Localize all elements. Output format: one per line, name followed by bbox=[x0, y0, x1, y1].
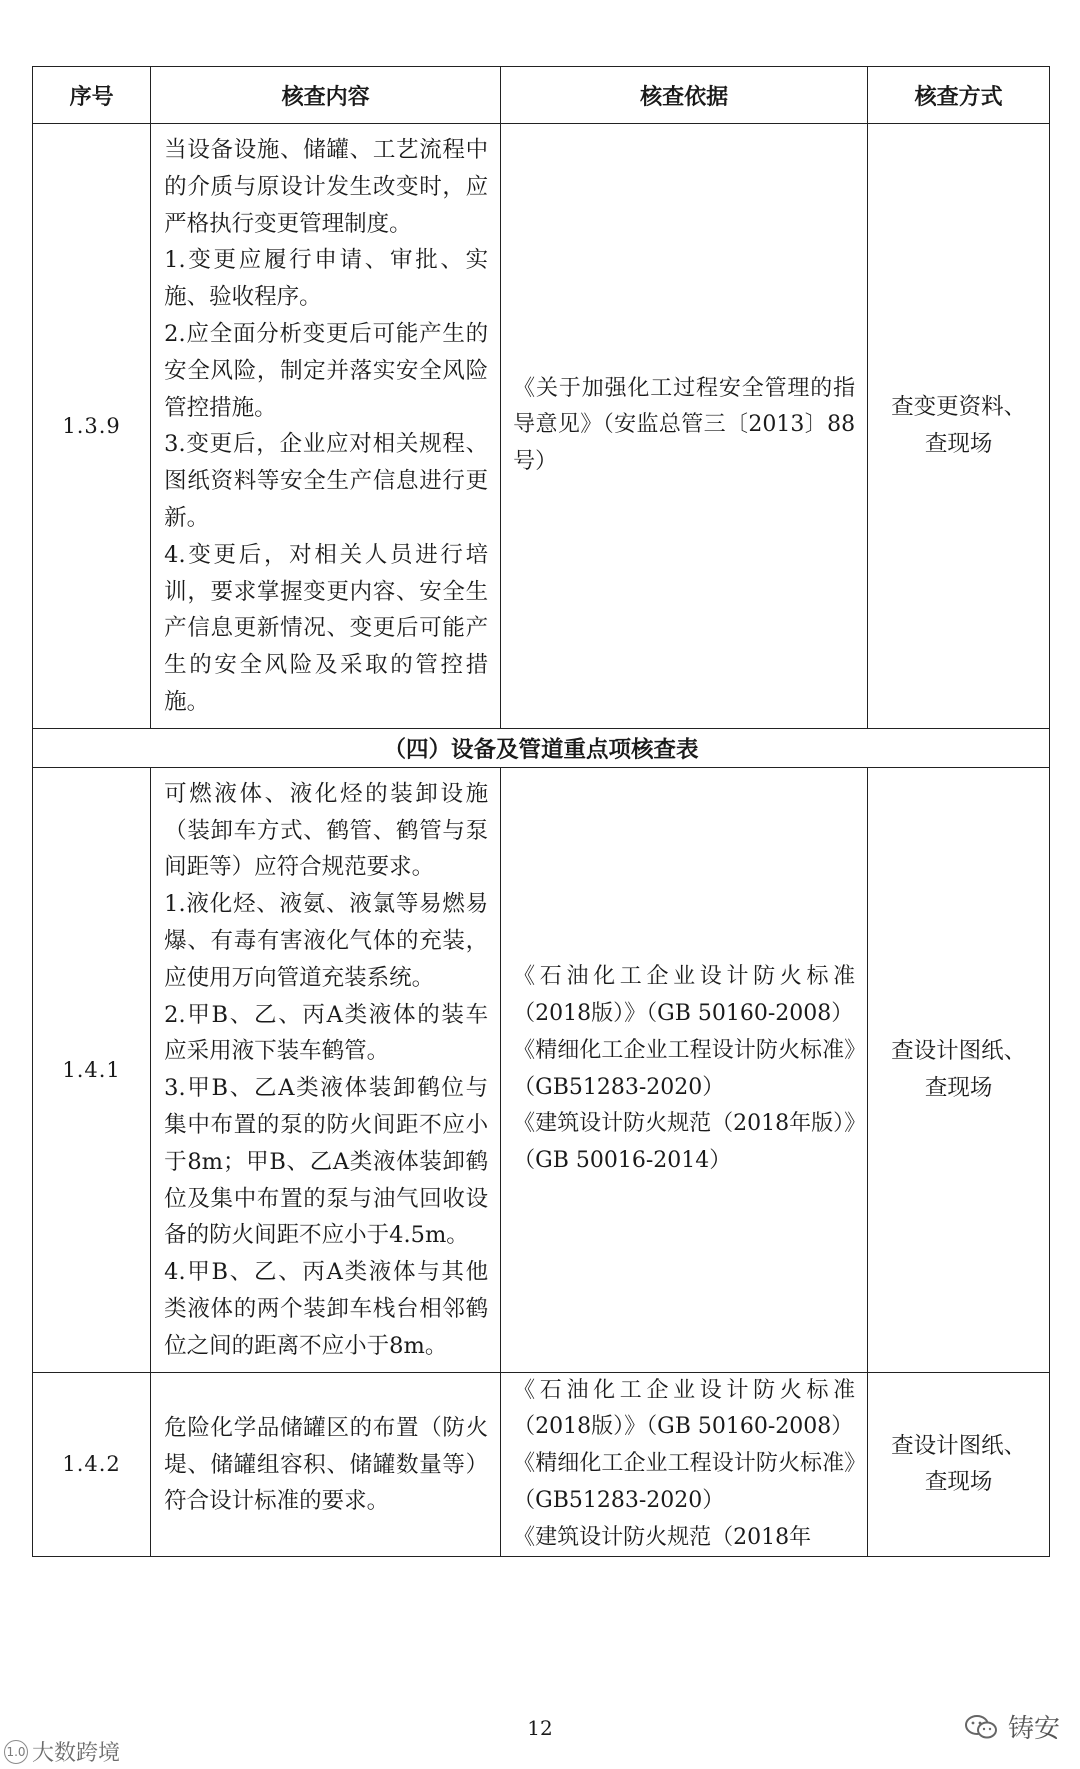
method-line: 查设计图纸、 bbox=[891, 1432, 1027, 1459]
row-number: 1.4.1 bbox=[33, 767, 151, 1372]
header-method: 核查方式 bbox=[868, 67, 1050, 124]
basis-line: 《精细化工企业工程设计防火标准》（GB51283-2020） bbox=[513, 1451, 856, 1513]
check-content bbox=[151, 124, 501, 729]
row-number: 1.3.9 bbox=[33, 124, 151, 729]
inspection-table-wrapper bbox=[32, 66, 1050, 1557]
row-number: 1.4.2 bbox=[33, 1372, 151, 1557]
check-method bbox=[868, 767, 1050, 1372]
check-basis bbox=[501, 124, 868, 729]
header-content: 核查内容 bbox=[151, 67, 501, 124]
check-method bbox=[868, 1372, 1050, 1557]
basis-line: 《建筑设计防火规范（2018年 bbox=[513, 1524, 812, 1550]
basis-line: 《建筑设计防火规范（2018年版）》（GB 50016-2014） bbox=[513, 1111, 856, 1174]
check-basis bbox=[501, 1372, 868, 1557]
content-line: 1.液化烃、液氨、液氯等易燃易爆、有毒有害液化气体的充装，应使用万向管道充装系统。 bbox=[164, 891, 489, 991]
basis-line: 《精细化工企业工程设计防火标准》（GB51283-2020） bbox=[513, 1037, 856, 1100]
watermark-left-text: 大数跨境 bbox=[32, 1741, 121, 1766]
table-row bbox=[33, 1372, 1050, 1557]
header-seq: 序号 bbox=[33, 67, 151, 124]
method-line: 查现场 bbox=[924, 1469, 993, 1496]
content-line: 4.变更后，对相关人员进行培训，要求掌握变更内容、安全生产信息更新情况、变更后可能产生的安全风险及采取的管控措施。 bbox=[164, 541, 489, 715]
wechat-icon bbox=[964, 1714, 998, 1740]
watermark-left bbox=[4, 1736, 120, 1767]
table-row bbox=[33, 767, 1050, 1372]
basis-line: 《关于加强化工过程安全管理的指导意见》（安监总管三〔2013〕88号） bbox=[513, 375, 856, 475]
check-method bbox=[868, 124, 1050, 729]
content-line: 3.甲B、乙A类液体装卸鹤位与集中布置的泵的防火间距不应小于8m；甲B、乙A类液体装卸鹤位及集中布置的泵与油气回收设备的防火间距不应小于4.5m。 bbox=[164, 1075, 489, 1249]
method-line: 查现场 bbox=[924, 1074, 993, 1101]
section-title: （四）设备及管道重点项核查表 bbox=[33, 728, 1050, 767]
table-row bbox=[33, 124, 1050, 729]
content-line: 危险化学品储罐区的布置（防火堤、储罐组容积、储罐数量等）符合设计标准的要求。 bbox=[164, 1414, 489, 1515]
watermark-badge-icon: 1.0 bbox=[4, 1740, 28, 1764]
content-line: 可燃液体、液化烃的装卸设施（装卸车方式、鹤管、鹤管与泵间距等）应符合规范要求。 bbox=[164, 780, 489, 881]
content-line: 1.变更应履行申请、审批、实施、验收程序。 bbox=[164, 247, 489, 311]
content-line: 4.甲B、乙、丙A类液体与其他类液体的两个装卸车栈台相邻鹤位之间的距离不应小于8m。 bbox=[164, 1259, 489, 1359]
method-line: 查变更资料、 bbox=[891, 394, 1027, 421]
check-basis bbox=[501, 767, 868, 1372]
watermark-right-text: 铸安 bbox=[1007, 1714, 1060, 1744]
basis-line: 《石油化工企业设计防火标准（2018版）》（GB 50160-2008） bbox=[513, 1377, 856, 1440]
method-line: 查设计图纸、 bbox=[891, 1037, 1027, 1064]
watermark-right bbox=[964, 1708, 1060, 1745]
check-content bbox=[151, 1372, 501, 1557]
section-row bbox=[33, 728, 1050, 767]
header-basis: 核查依据 bbox=[501, 67, 868, 124]
table-header-row bbox=[33, 67, 1050, 124]
content-line: 3.变更后，企业应对相关规程、图纸资料等安全生产信息进行更新。 bbox=[164, 431, 489, 531]
check-content bbox=[151, 767, 501, 1372]
method-line: 查现场 bbox=[924, 430, 993, 457]
inspection-table bbox=[32, 66, 1050, 1557]
page-number: 12 bbox=[527, 1716, 553, 1740]
content-line: 当设备设施、储罐、工艺流程中的介质与原设计发生改变时，应严格执行变更管理制度。 bbox=[164, 137, 489, 237]
basis-line: 《石油化工企业设计防火标准（2018版）》（GB 50160-2008） bbox=[513, 964, 856, 1027]
content-line: 2.甲B、乙、丙A类液体的装车应采用液下装车鹤管。 bbox=[164, 1001, 489, 1065]
content-line: 2.应全面分析变更后可能产生的安全风险，制定并落实安全风险管控措施。 bbox=[164, 320, 489, 421]
